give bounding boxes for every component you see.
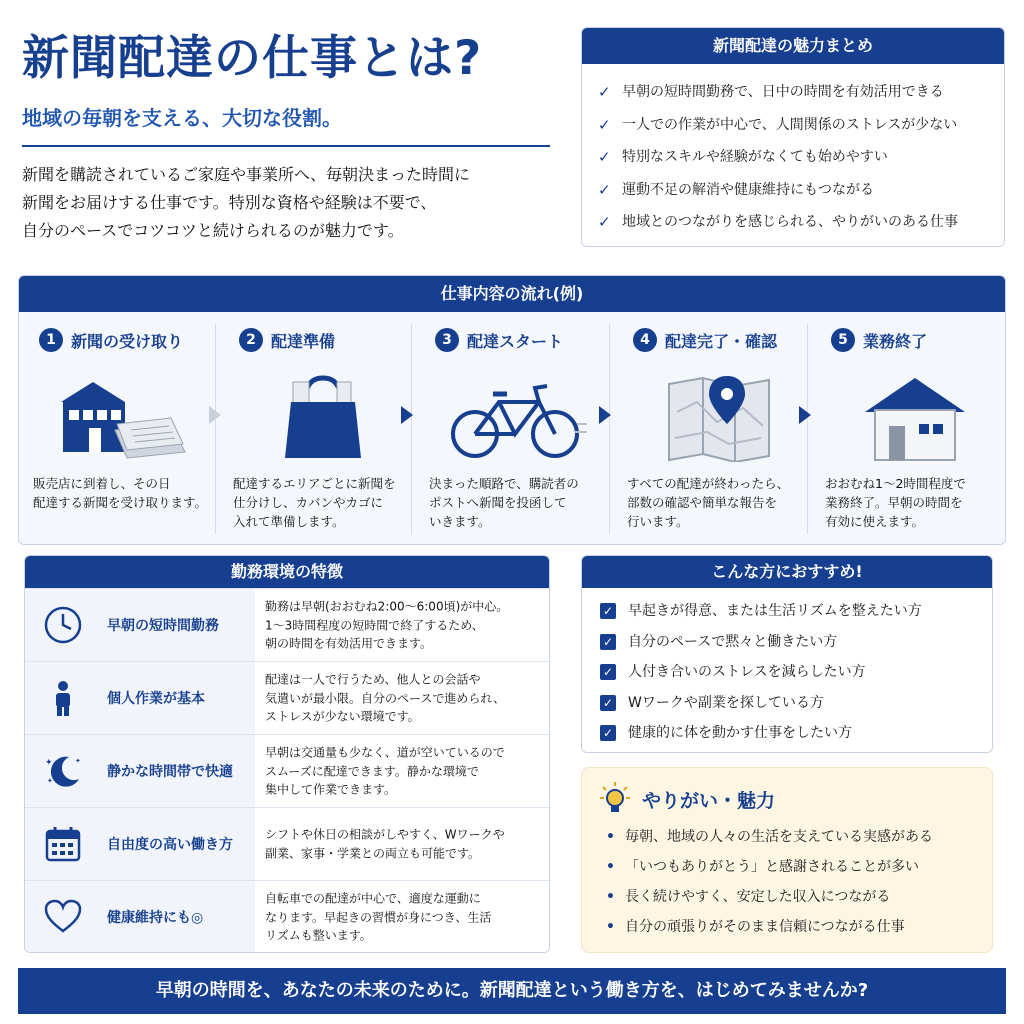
step-description <box>825 474 1006 531</box>
step-title: 配達完了・確認 <box>665 331 778 351</box>
step-description-line: ポストへ新聞を投函して <box>429 495 567 510</box>
check-icon: ✓ <box>598 180 611 199</box>
work-flow-section <box>18 275 1006 545</box>
heart-icon <box>43 897 83 937</box>
step-arrow-icon <box>209 406 221 424</box>
map-pin-icon <box>647 372 787 462</box>
step-description-line: 決まった順路で、購読者の <box>429 476 579 491</box>
check-icon: ✓ <box>598 115 611 134</box>
reward-item: • 自分の頑張りがそのまま信頼につながる仕事 <box>606 912 933 942</box>
calendar-icon <box>43 824 83 864</box>
step-number: 5 <box>831 328 855 352</box>
person-icon <box>43 678 83 718</box>
step-description-line: 配達する新聞を受け取ります。 <box>33 495 208 510</box>
recommend-item <box>600 627 992 658</box>
checkbox-icon: ✓ <box>600 603 616 619</box>
step-number: 4 <box>633 328 657 352</box>
step-divider <box>411 324 412 534</box>
recommend-box <box>581 555 993 753</box>
step-title: 業務終了 <box>863 331 928 351</box>
step-description-line: すべての配達が終わったら、 <box>627 476 790 491</box>
env-description-line: スムーズに配達できます。静かな環境で <box>265 763 479 778</box>
step-number: 1 <box>39 328 63 352</box>
appeal-item <box>598 109 1004 142</box>
intro-line: 新聞を購読されているご家庭や事業所へ、毎朝決まった時間に <box>22 165 471 184</box>
lightbulb-icon <box>600 782 630 816</box>
step-description-line: 有効に使えます。 <box>825 514 925 529</box>
appeal-list <box>582 64 1004 239</box>
recommend-item <box>600 596 992 627</box>
appeal-item-text: 早朝の短時間勤務で、日中の時間を有効活用できる <box>622 84 944 100</box>
env-label: 個人作業が基本 <box>107 691 205 707</box>
flow-step-3 <box>419 312 609 545</box>
reward-item: • 「いつもありがとう」と感謝されることが多い <box>606 852 933 882</box>
checkbox-icon: ✓ <box>600 664 616 680</box>
step-divider <box>807 324 808 534</box>
svg-text:✦: ✦ <box>47 777 53 785</box>
step-header <box>831 328 927 352</box>
env-description-line: 勤務は早朝(おおむね2:00〜6:00頃)が中心。 <box>265 599 509 614</box>
env-description-line: 集中して作業できます。 <box>265 782 397 797</box>
step-description <box>429 474 614 531</box>
env-description-line: シフトや休日の相談がしやすく、Wワークや <box>265 827 505 842</box>
header-divider <box>22 145 550 147</box>
appeal-item <box>598 206 1004 239</box>
appeal-item <box>598 76 1004 109</box>
reward-item: • 毎朝、地域の人々の生活を支えている実感がある <box>606 822 933 852</box>
flow-step-5 <box>815 312 1005 545</box>
bag-icon <box>253 372 393 462</box>
check-icon: ✓ <box>598 83 611 101</box>
env-description-line: リズムも整います。 <box>265 928 372 943</box>
step-divider <box>215 324 216 534</box>
store-newspaper-icon <box>53 372 193 462</box>
step-header <box>435 328 563 352</box>
flow-step-4 <box>617 312 807 545</box>
env-description <box>265 743 505 799</box>
svg-text:✦: ✦ <box>45 758 53 768</box>
work-environment-title: 勤務環境の特徴 <box>25 556 549 588</box>
reward-title: やりがい・魅力 <box>642 789 776 812</box>
checkbox-icon: ✓ <box>600 634 616 650</box>
step-description <box>233 474 418 531</box>
env-label: 静かな時間帯で快適 <box>107 764 233 780</box>
check-icon: ✓ <box>598 213 611 231</box>
intro-line: 自分のペースでコツコツと続けられるのが魅力です。 <box>22 221 404 240</box>
intro-text <box>22 161 552 245</box>
step-arrow-icon <box>799 406 811 424</box>
step-description <box>33 474 218 512</box>
recommend-list <box>582 588 992 749</box>
step-description-line: 業務終了。早朝の時間を <box>825 495 963 510</box>
checkbox-icon: ✓ <box>600 725 616 741</box>
bicycle-icon <box>449 372 589 462</box>
appeal-item-text: 一人での作業が中心で、人間関係のストレスが少ない <box>622 116 958 133</box>
appeal-summary-title: 新聞配達の魅力まとめ <box>582 28 1004 64</box>
step-description-line: 部数の確認や簡単な報告を <box>627 495 778 510</box>
flow-step-1 <box>23 312 213 545</box>
page-title: 新聞配達の仕事とは? <box>22 31 483 86</box>
recommend-item-text: 人付き合いのストレスを減らしたい方 <box>628 664 866 680</box>
step-description-line: 行います。 <box>627 514 689 529</box>
env-row <box>25 588 549 661</box>
env-row <box>25 661 549 734</box>
appeal-item <box>598 174 1004 207</box>
env-description-line: ストレスが少ない環境です。 <box>265 709 420 724</box>
step-description-line: 仕分けし、カバンやカゴに <box>233 495 384 510</box>
env-row <box>25 807 549 880</box>
step-title: 配達準備 <box>271 331 336 351</box>
env-description-line: 早朝は交通量も少なく、道が空いているので <box>265 745 505 760</box>
recommend-item-text: Wワークや副業を探している方 <box>628 694 824 711</box>
step-number: 2 <box>239 328 263 352</box>
env-description-line: なります。早起きの習慣が身につき、生活 <box>265 909 492 924</box>
appeal-item-text: 運動不足の解消や健康維持にもつながる <box>622 181 874 198</box>
check-icon: ✓ <box>598 148 611 166</box>
step-number: 3 <box>435 328 459 352</box>
env-label: 健康維持にも◎ <box>107 910 204 926</box>
env-label: 早朝の短時間勤務 <box>107 618 219 634</box>
step-divider <box>609 324 610 534</box>
appeal-item <box>598 141 1004 174</box>
header <box>22 28 552 245</box>
svg-text:✦: ✦ <box>75 757 81 765</box>
env-description <box>265 597 508 653</box>
work-environment-section <box>24 555 550 953</box>
step-description-line: いきます。 <box>429 514 491 529</box>
step-description-line: 販売店に到着し、その日 <box>33 476 171 491</box>
step-description-line: 入れて準備します。 <box>233 514 345 529</box>
step-title: 配達スタート <box>467 331 564 351</box>
reward-list <box>606 822 933 942</box>
env-description-line: 朝の時間を有効活用できます。 <box>265 636 433 651</box>
intro-line: 新聞をお届けする仕事です。特別な資格や経験は不要で、 <box>22 193 437 212</box>
step-header <box>239 328 335 352</box>
appeal-summary-box <box>581 27 1005 247</box>
house-icon <box>845 372 985 462</box>
footer-banner: 早朝の時間を、あなたの未来のために。新聞配達という働き方を、はじめてみませんか? <box>18 968 1006 1014</box>
flow-step-2 <box>223 312 413 545</box>
env-row <box>25 734 549 807</box>
reward-box <box>581 767 993 953</box>
step-description-line: おおむね1〜2時間程度で <box>825 476 966 491</box>
reward-header <box>600 782 775 816</box>
reward-item: • 長く続けやすく、安定した収入につながる <box>606 882 933 912</box>
clock-icon <box>43 605 83 645</box>
recommend-item <box>600 688 992 719</box>
recommend-item-text: 早起きが得意、または生活リズムを整えたい方 <box>628 603 922 619</box>
recommend-item <box>600 718 992 749</box>
recommend-item <box>600 657 992 688</box>
env-description-line: 自転車での配達が中心で、適度な運動に <box>265 891 481 906</box>
recommend-item-text: 健康的に体を動かす仕事をしたい方 <box>628 725 852 741</box>
step-header <box>633 328 777 352</box>
work-flow-steps <box>19 312 1005 545</box>
env-description <box>265 826 505 863</box>
step-description-line: 配達するエリアごとに新聞を <box>233 476 396 491</box>
env-description-line: 配達は一人で行うため、他人との会話や <box>265 672 481 687</box>
checkbox-icon: ✓ <box>600 695 616 711</box>
env-description-line: 気遣いが最小限。自分のペースで進められ、 <box>265 690 506 705</box>
step-arrow-icon <box>599 406 611 424</box>
env-description-line: 1〜3時間程度の短時間で終了するため、 <box>265 617 484 632</box>
step-arrow-icon <box>401 406 413 424</box>
env-description <box>265 889 491 945</box>
work-flow-title: 仕事内容の流れ(例) <box>19 276 1005 312</box>
env-label: 自由度の高い働き方 <box>107 837 233 853</box>
step-title: 新聞の受け取り <box>71 331 184 351</box>
appeal-item-text: 特別なスキルや経験がなくても始めやすい <box>622 149 888 165</box>
env-description-line: 副業、家事・学業との両立も可能です。 <box>265 846 481 860</box>
appeal-item-text: 地域とのつながりを感じられる、やりがいのある仕事 <box>622 214 958 230</box>
env-description <box>265 670 505 726</box>
moon-stars-icon <box>43 751 83 791</box>
recommend-title: こんな方におすすめ! <box>582 556 992 588</box>
page-subtitle: 地域の毎朝を支える、大切な役割。 <box>22 106 342 130</box>
recommend-item-text: 自分のペースで黙々と働きたい方 <box>628 633 838 650</box>
step-header <box>39 328 183 352</box>
env-row <box>25 880 549 953</box>
step-description <box>627 474 812 531</box>
